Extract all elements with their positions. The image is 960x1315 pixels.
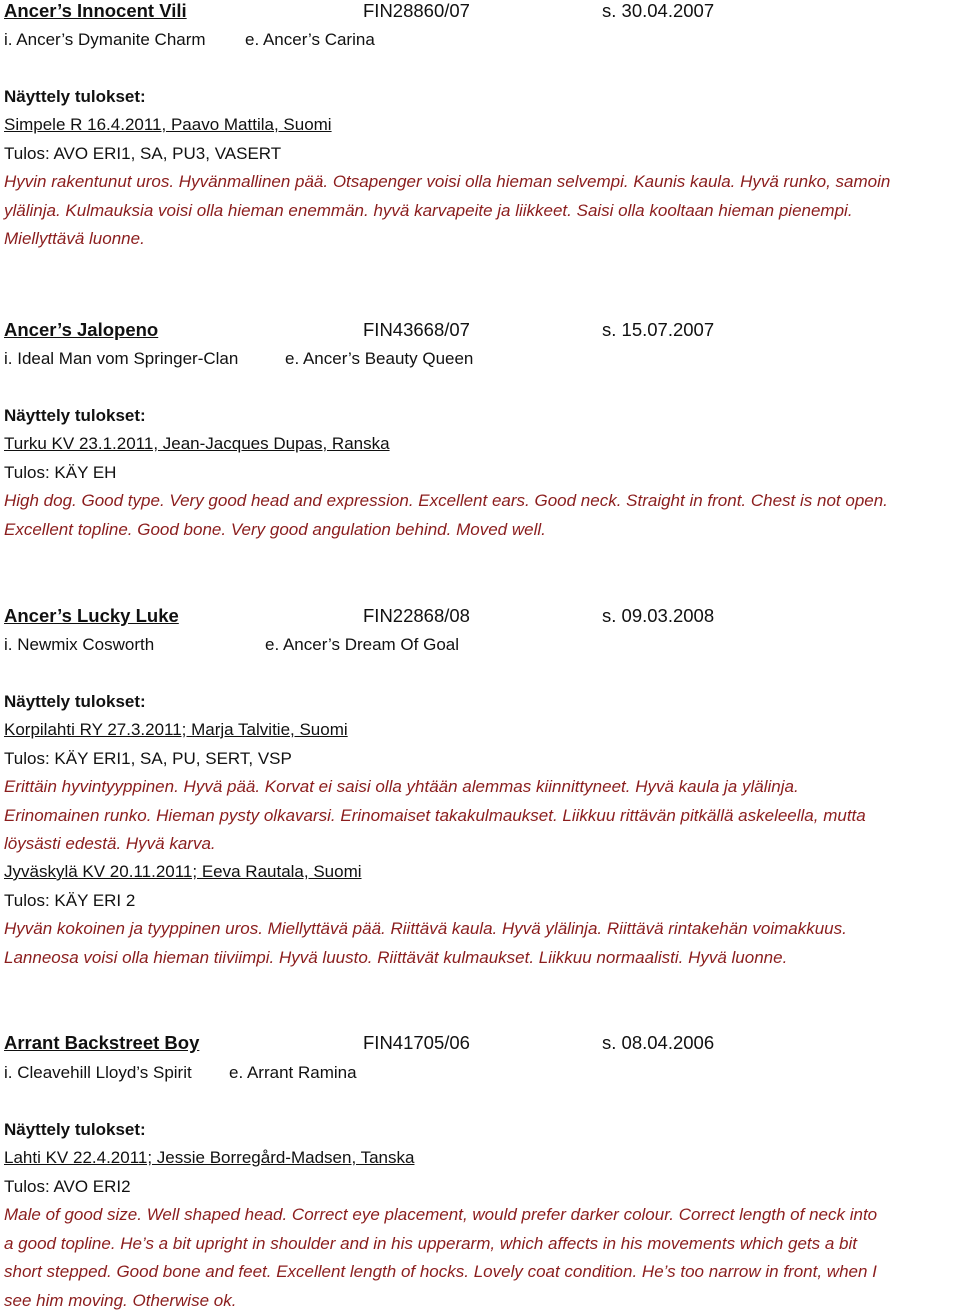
dam: e. Arrant Ramina [229, 1063, 357, 1082]
sire: i. Cleavehill Lloyd’s Spirit [4, 1063, 192, 1082]
dam: e. Ancer’s Beauty Queen [285, 349, 474, 368]
dog-heading [4, 0, 960, 25]
parents-line [4, 1059, 960, 1087]
sire: i. Ideal Man vom Springer-Clan [4, 349, 239, 368]
dog-name: Ancer’s Jalopeno [4, 319, 159, 340]
critique-line: Erittäin hyvintyyppinen. Hyvä pää. Korvat ei saisi olla yhtään alemmas kiinnittyneet. Hyvä kaula ja ylälinja. [4, 777, 799, 796]
show-event: Simpele R 16.4.2011, Paavo Mattila, Suomi [4, 115, 332, 134]
critique-line: short stepped. Good bone and feet. Excellent length of hocks. Lovely coat condition. He’s too narrow in front, when I [4, 1262, 877, 1281]
critique-line: Excellent topline. Good bone. Very good angulation behind. Moved well. [4, 520, 546, 539]
show-event: Korpilahti RY 27.3.2011; Marja Talvitie, Suomi [4, 720, 348, 739]
dam: e. Ancer’s Carina [245, 30, 375, 49]
registration-number: FIN43668/07 [363, 319, 470, 340]
critique-line: ylälinja. Kulmauksia voisi olla hieman enemmän. hyvä karvapeite ja liikkeet. Saisi olla kooltaan hieman pienempi. [4, 201, 853, 220]
results-header: Näyttely tulokset: [4, 692, 146, 711]
critique-line: löysästi edestä. Hyvä karva. [4, 834, 216, 853]
critique-line: High dog. Good type. Very good head and expression. Excellent ears. Good neck. Straight in front. Chest is not open. [4, 491, 888, 510]
dog-name: Arrant Backstreet Boy [4, 1032, 200, 1053]
dog-heading [4, 316, 960, 344]
birth-date: s. 15.07.2007 [602, 319, 715, 340]
birth-date: s. 08.04.2006 [602, 1032, 715, 1053]
show-result: Tulos: AVO ERI1, SA, PU3, VASERT [4, 144, 282, 163]
parents-line [4, 631, 960, 659]
birth-date: s. 09.03.2008 [602, 605, 715, 626]
dog-name: Ancer’s Lucky Luke [4, 605, 179, 626]
critique-line: Hyvin rakentunut uros. Hyvänmallinen pää. Otsapenger voisi olla hieman selvempi. Kaunis kaula. Hyvä runko, samoin [4, 172, 891, 191]
critique-line: Lanneosa voisi olla hieman tiiviimpi. Hyvä luusto. Riittävät kulmaukset. Liikkuu normaalisti. Hyvä luonne. [4, 948, 788, 967]
dam: e. Ancer’s Dream Of Goal [265, 635, 460, 654]
dog-name: Ancer’s Innocent Vili [4, 0, 187, 21]
show-event: Lahti KV 22.4.2011; Jessie Borregård-Madsen, Tanska [4, 1148, 415, 1167]
critique-line: Hyvän kokoinen ja tyyppinen uros. Miellyttävä pää. Riittävä kaula. Hyvä ylälinja. Riittävä rintakehän voimakkuus. [4, 919, 847, 938]
birth-date: s. 30.04.2007 [602, 0, 715, 21]
critique-line: see him moving. Otherwise ok. [4, 1291, 237, 1310]
sire: i. Newmix Cosworth [4, 635, 155, 654]
show-event: Jyväskylä KV 20.11.2011; Eeva Rautala, Suomi [4, 862, 362, 881]
results-header: Näyttely tulokset: [4, 87, 146, 106]
show-result: Tulos: KÄY EH [4, 463, 117, 482]
critique-line: Miellyttävä luonne. [4, 229, 145, 248]
registration-number: FIN28860/07 [363, 0, 470, 21]
dog-heading [4, 1029, 960, 1057]
results-header: Näyttely tulokset: [4, 1120, 146, 1139]
critique-line: Erinomainen runko. Hieman pysty olkavarsi. Erinomaiset takakulmaukset. Liikkuu rittävän pitkällä askeleella, mutta [4, 806, 866, 825]
show-event: Turku KV 23.1.2011, Jean-Jacques Dupas, Ranska [4, 434, 390, 453]
dog-heading [4, 602, 960, 630]
show-result: Tulos: KÄY ERI1, SA, PU, SERT, VSP [4, 749, 292, 768]
critique-line: Male of good size. Well shaped head. Correct eye placement, would prefer darker colour. Correct length of neck into [4, 1205, 878, 1224]
show-result: Tulos: AVO ERI2 [4, 1177, 131, 1196]
registration-number: FIN41705/06 [363, 1032, 470, 1053]
critique-line: a good topline. He’s a bit upright in shoulder and in his upperarm, which affects in his movements which gets a bit [4, 1234, 857, 1253]
show-result: Tulos: KÄY ERI 2 [4, 891, 136, 910]
parents-line [4, 26, 960, 54]
parents-line [4, 345, 960, 373]
results-header: Näyttely tulokset: [4, 406, 146, 425]
sire: i. Ancer’s Dymanite Charm [4, 30, 206, 49]
registration-number: FIN22868/08 [363, 605, 470, 626]
